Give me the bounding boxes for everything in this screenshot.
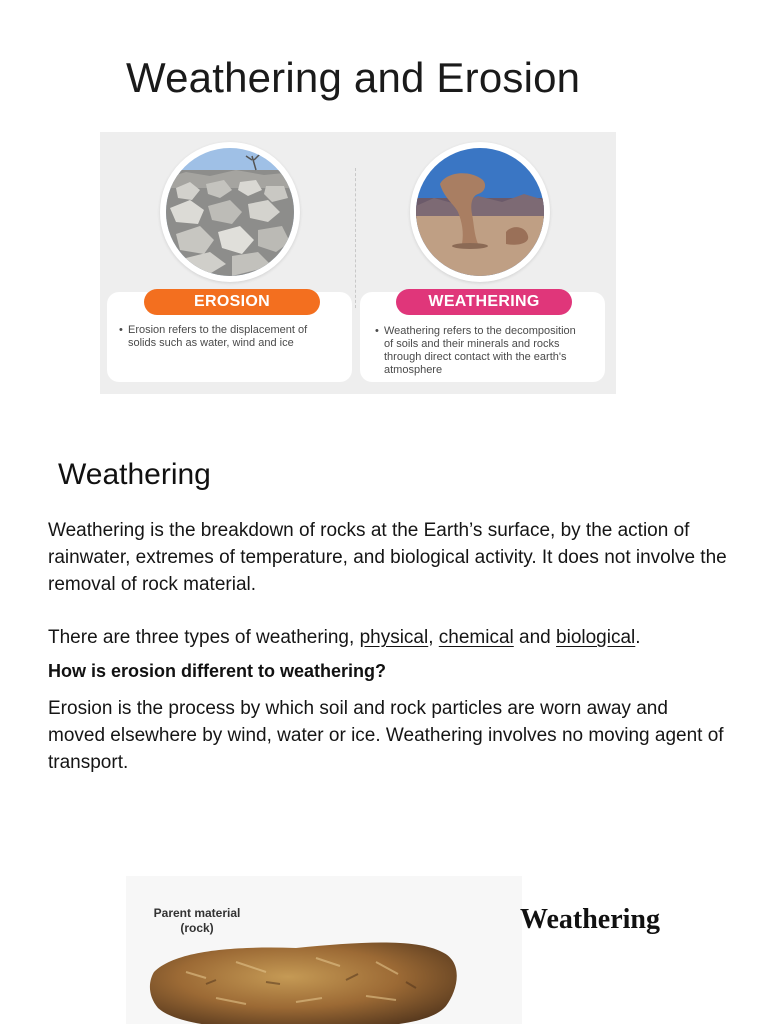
- link-physical[interactable]: physical: [359, 627, 429, 648]
- link-chemical[interactable]: chemical: [438, 627, 514, 648]
- erosion-label: EROSION: [144, 289, 320, 315]
- weathering-types: There are three types of weathering, physical, chemical and biological.: [48, 627, 641, 648]
- rock-formation-image: [416, 148, 544, 276]
- erosion-description: • Erosion refers to the displacement of solids such as water, wind and ice: [119, 324, 308, 349]
- weathering-definition: Weathering is the breakdown of rocks at the Earth’s surface, by the action of rainwater, extremes of temperature, and biological activity. It does not involve the removal of rock material.: [48, 520, 727, 595]
- parent-rock-image: [146, 932, 486, 1024]
- weathering-photo: [410, 142, 550, 282]
- weathering-description: • Weathering refers to the decomposition of soils and their minerals and rocks through direct contact with the earth's atmosphere: [375, 325, 576, 376]
- weathering-label-pill: WEATHERING: [396, 289, 572, 315]
- rocky-ground-image: [166, 148, 294, 276]
- question-heading: How is erosion different to weathering?: [48, 661, 387, 681]
- link-biological[interactable]: biological: [556, 627, 636, 648]
- parent-material-label: Parent material (rock): [153, 906, 241, 935]
- erosion-definition: Erosion is the process by which soil and rock particles are worn away and moved elsewhere by wind, water or ice. Weathering involves no moving agent of transport.: [48, 698, 724, 773]
- erosion-weathering-infographic: [100, 132, 616, 394]
- section-heading: Weathering: [58, 458, 211, 491]
- diagram-weathering-label: Weathering: [520, 904, 660, 935]
- page-title: Weathering and Erosion: [126, 54, 581, 101]
- weathering-diagram: [126, 876, 522, 1024]
- erosion-photo: [160, 142, 300, 282]
- infographic-divider: [355, 168, 356, 308]
